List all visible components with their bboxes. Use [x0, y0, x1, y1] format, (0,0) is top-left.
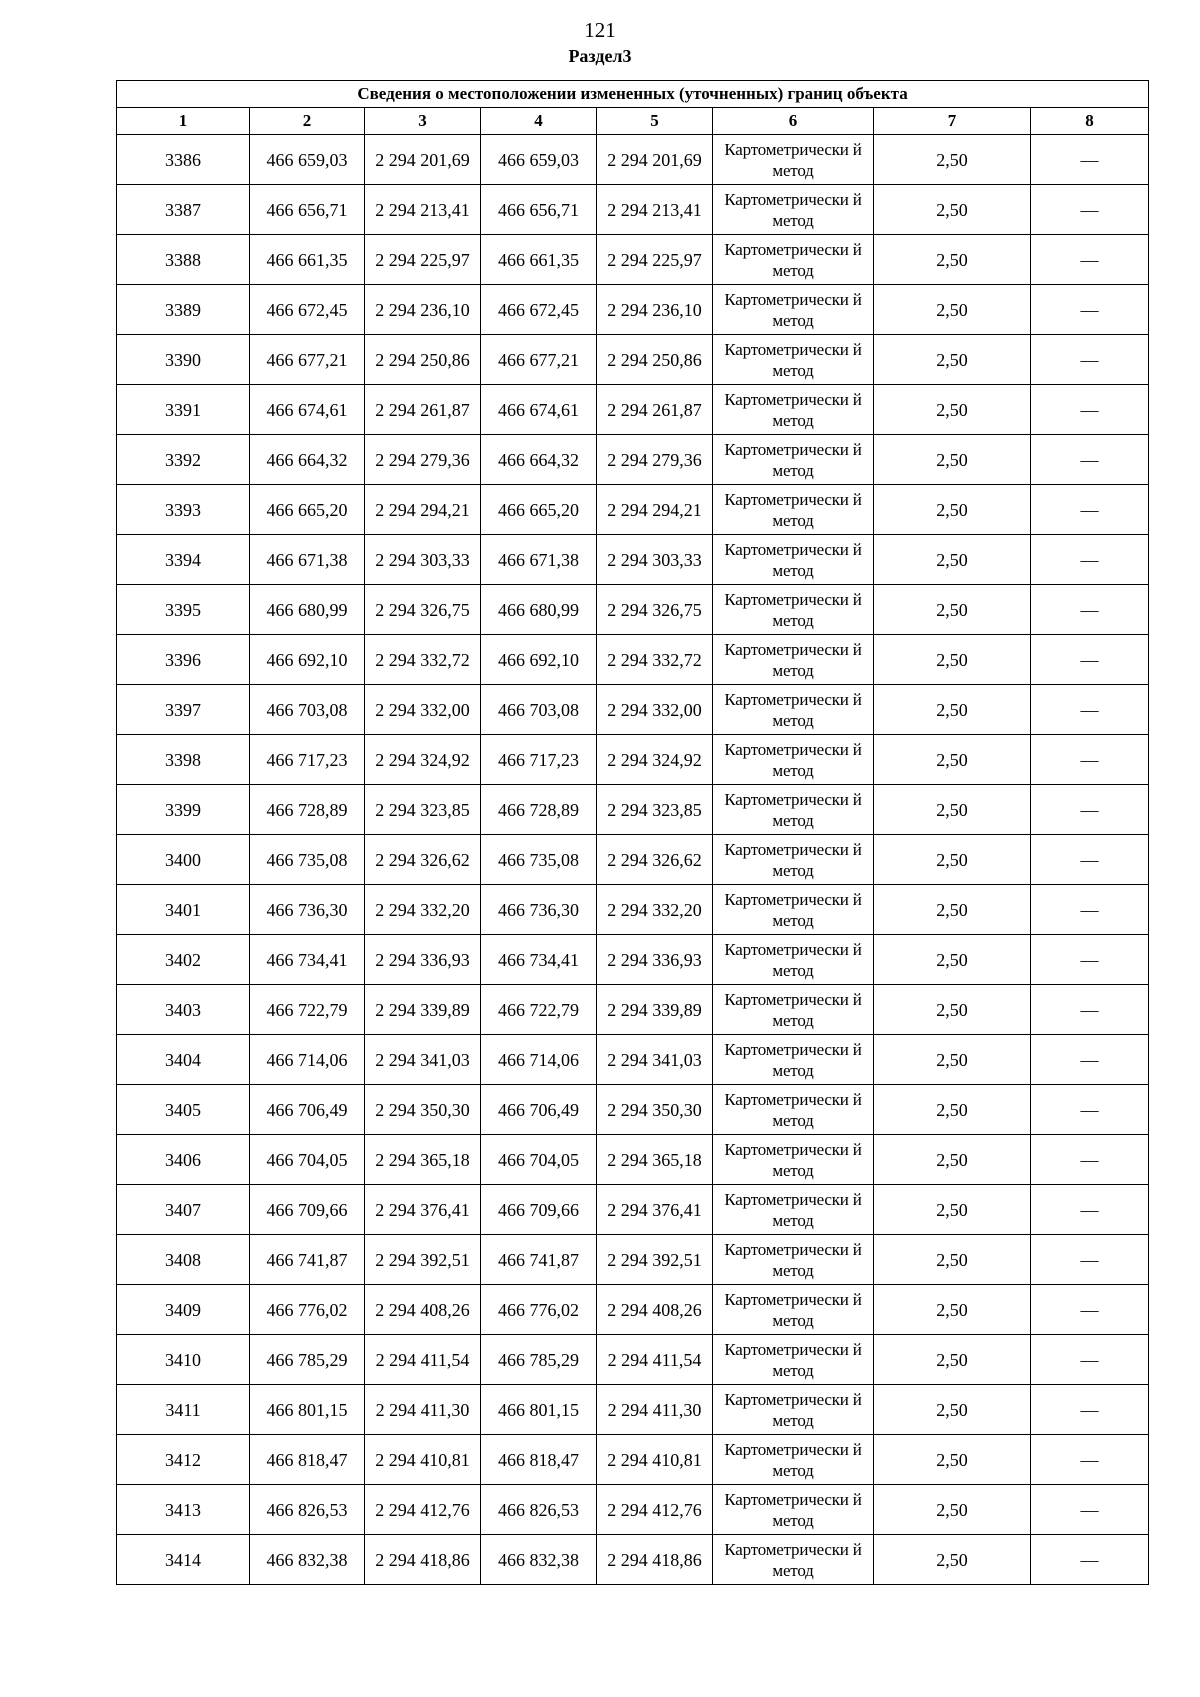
y-new-cell: 2 294 332,00	[597, 685, 713, 735]
column-number: 1	[117, 108, 250, 135]
section-title: Раздел3	[568, 46, 632, 66]
table-row	[117, 835, 1149, 885]
x-new-cell: 466 717,23	[481, 735, 597, 785]
x-new-cell: 466 736,30	[481, 885, 597, 935]
y-new-cell: 2 294 412,76	[597, 1485, 713, 1535]
method-cell: Картометрически й метод	[713, 785, 874, 835]
x-existing-cell: 466 680,99	[250, 585, 365, 635]
precision-cell: 2,50	[874, 1535, 1031, 1585]
y-new-cell: 2 294 408,26	[597, 1285, 713, 1335]
y-new-cell: 2 294 410,81	[597, 1435, 713, 1485]
y-new-cell: 2 294 365,18	[597, 1135, 713, 1185]
x-existing-cell: 466 714,06	[250, 1035, 365, 1085]
y-new-cell: 2 294 326,75	[597, 585, 713, 635]
point-number-cell: 3401	[117, 885, 250, 935]
x-new-cell: 466 785,29	[481, 1335, 597, 1385]
x-existing-cell: 466 785,29	[250, 1335, 365, 1385]
table-row	[117, 135, 1149, 185]
y-existing-cell: 2 294 303,33	[365, 535, 481, 585]
precision-cell: 2,50	[874, 1085, 1031, 1135]
method-cell: Картометрически й метод	[713, 1085, 874, 1135]
x-new-cell: 466 661,35	[481, 235, 597, 285]
precision-cell: 2,50	[874, 185, 1031, 235]
x-new-cell: 466 741,87	[481, 1235, 597, 1285]
precision-cell: 2,50	[874, 535, 1031, 585]
precision-cell: 2,50	[874, 685, 1031, 735]
x-new-cell: 466 826,53	[481, 1485, 597, 1535]
x-existing-cell: 466 703,08	[250, 685, 365, 735]
table-row	[117, 435, 1149, 485]
precision-cell: 2,50	[874, 1485, 1031, 1535]
x-new-cell: 466 818,47	[481, 1435, 597, 1485]
method-cell: Картометрически й метод	[713, 685, 874, 735]
method-cell: Картометрически й метод	[713, 285, 874, 335]
x-existing-cell: 466 818,47	[250, 1435, 365, 1485]
precision-cell: 2,50	[874, 785, 1031, 835]
precision-cell: 2,50	[874, 1235, 1031, 1285]
precision-cell: 2,50	[874, 735, 1031, 785]
method-cell: Картометрически й метод	[713, 1235, 874, 1285]
y-new-cell: 2 294 324,92	[597, 735, 713, 785]
x-existing-cell: 466 671,38	[250, 535, 365, 585]
precision-cell: 2,50	[874, 935, 1031, 985]
method-cell: Картометрически й метод	[713, 885, 874, 935]
y-existing-cell: 2 294 339,89	[365, 985, 481, 1035]
precision-cell: 2,50	[874, 1385, 1031, 1435]
table-row	[117, 1485, 1149, 1535]
method-cell: Картометрически й метод	[713, 235, 874, 285]
x-existing-cell: 466 665,20	[250, 485, 365, 535]
note-cell: —	[1031, 335, 1149, 385]
x-existing-cell: 466 692,10	[250, 635, 365, 685]
y-new-cell: 2 294 323,85	[597, 785, 713, 835]
point-number-cell: 3408	[117, 1235, 250, 1285]
y-existing-cell: 2 294 236,10	[365, 285, 481, 335]
note-cell: —	[1031, 1135, 1149, 1185]
y-existing-cell: 2 294 411,30	[365, 1385, 481, 1435]
x-existing-cell: 466 801,15	[250, 1385, 365, 1435]
note-cell: —	[1031, 1385, 1149, 1435]
note-cell: —	[1031, 385, 1149, 435]
precision-cell: 2,50	[874, 335, 1031, 385]
x-existing-cell: 466 826,53	[250, 1485, 365, 1535]
y-existing-cell: 2 294 225,97	[365, 235, 481, 285]
note-cell: —	[1031, 835, 1149, 885]
point-number-cell: 3403	[117, 985, 250, 1035]
point-number-cell: 3388	[117, 235, 250, 285]
y-new-cell: 2 294 294,21	[597, 485, 713, 535]
point-number-cell: 3394	[117, 535, 250, 585]
y-new-cell: 2 294 261,87	[597, 385, 713, 435]
method-cell: Картометрически й метод	[713, 1035, 874, 1085]
table-body	[117, 135, 1149, 1585]
method-cell: Картометрически й метод	[713, 1185, 874, 1235]
table-row	[117, 735, 1149, 785]
y-existing-cell: 2 294 250,86	[365, 335, 481, 385]
y-existing-cell: 2 294 341,03	[365, 1035, 481, 1085]
y-new-cell: 2 294 326,62	[597, 835, 713, 885]
y-existing-cell: 2 294 336,93	[365, 935, 481, 985]
note-cell: —	[1031, 1435, 1149, 1485]
table-row	[117, 635, 1149, 685]
y-existing-cell: 2 294 408,26	[365, 1285, 481, 1335]
x-existing-cell: 466 728,89	[250, 785, 365, 835]
table-row	[117, 1385, 1149, 1435]
x-new-cell: 466 664,32	[481, 435, 597, 485]
x-new-cell: 466 734,41	[481, 935, 597, 985]
note-cell: —	[1031, 1185, 1149, 1235]
x-existing-cell: 466 674,61	[250, 385, 365, 435]
x-existing-cell: 466 741,87	[250, 1235, 365, 1285]
x-new-cell: 466 735,08	[481, 835, 597, 885]
note-cell: —	[1031, 485, 1149, 535]
point-number-cell: 3404	[117, 1035, 250, 1085]
method-cell: Картометрически й метод	[713, 1285, 874, 1335]
table-row	[117, 285, 1149, 335]
table-row	[117, 935, 1149, 985]
precision-cell: 2,50	[874, 285, 1031, 335]
point-number-cell: 3405	[117, 1085, 250, 1135]
point-number-cell: 3397	[117, 685, 250, 735]
y-existing-cell: 2 294 410,81	[365, 1435, 481, 1485]
x-new-cell: 466 728,89	[481, 785, 597, 835]
table-row	[117, 1085, 1149, 1135]
column-number: 8	[1031, 108, 1149, 135]
method-cell: Картометрически й метод	[713, 985, 874, 1035]
y-existing-cell: 2 294 213,41	[365, 185, 481, 235]
y-existing-cell: 2 294 392,51	[365, 1235, 481, 1285]
y-new-cell: 2 294 303,33	[597, 535, 713, 585]
precision-cell: 2,50	[874, 1135, 1031, 1185]
table-row	[117, 1335, 1149, 1385]
x-new-cell: 466 659,03	[481, 135, 597, 185]
y-existing-cell: 2 294 350,30	[365, 1085, 481, 1135]
method-cell: Картометрически й метод	[713, 1385, 874, 1435]
note-cell: —	[1031, 235, 1149, 285]
point-number-cell: 3414	[117, 1535, 250, 1585]
precision-cell: 2,50	[874, 635, 1031, 685]
precision-cell: 2,50	[874, 1285, 1031, 1335]
method-cell: Картометрически й метод	[713, 585, 874, 635]
point-number-cell: 3409	[117, 1285, 250, 1335]
point-number-cell: 3411	[117, 1385, 250, 1435]
note-cell: —	[1031, 1085, 1149, 1135]
note-cell: —	[1031, 1485, 1149, 1535]
point-number-cell: 3392	[117, 435, 250, 485]
method-cell: Картометрически й метод	[713, 435, 874, 485]
method-cell: Картометрически й метод	[713, 935, 874, 985]
y-new-cell: 2 294 225,97	[597, 235, 713, 285]
precision-cell: 2,50	[874, 1185, 1031, 1235]
y-new-cell: 2 294 411,30	[597, 1385, 713, 1435]
table-row	[117, 535, 1149, 585]
boundary-coordinates-table	[116, 80, 1149, 1585]
x-existing-cell: 466 704,05	[250, 1135, 365, 1185]
note-cell: —	[1031, 685, 1149, 735]
x-existing-cell: 466 736,30	[250, 885, 365, 935]
table-row	[117, 685, 1149, 735]
x-new-cell: 466 672,45	[481, 285, 597, 335]
y-new-cell: 2 294 250,86	[597, 335, 713, 385]
column-number: 4	[481, 108, 597, 135]
y-new-cell: 2 294 279,36	[597, 435, 713, 485]
column-number: 5	[597, 108, 713, 135]
x-new-cell: 466 709,66	[481, 1185, 597, 1235]
y-existing-cell: 2 294 324,92	[365, 735, 481, 785]
method-cell: Картометрически й метод	[713, 185, 874, 235]
method-cell: Картометрически й метод	[713, 535, 874, 585]
point-number-cell: 3390	[117, 335, 250, 385]
column-number: 3	[365, 108, 481, 135]
point-number-cell: 3406	[117, 1135, 250, 1185]
y-new-cell: 2 294 332,72	[597, 635, 713, 685]
x-new-cell: 466 832,38	[481, 1535, 597, 1585]
point-number-cell: 3387	[117, 185, 250, 235]
table-row	[117, 1535, 1149, 1585]
point-number-cell: 3410	[117, 1335, 250, 1385]
x-existing-cell: 466 659,03	[250, 135, 365, 185]
y-existing-cell: 2 294 261,87	[365, 385, 481, 435]
table-row	[117, 235, 1149, 285]
note-cell: —	[1031, 935, 1149, 985]
y-new-cell: 2 294 350,30	[597, 1085, 713, 1135]
x-new-cell: 466 692,10	[481, 635, 597, 685]
point-number-cell: 3391	[117, 385, 250, 435]
table-row	[117, 1235, 1149, 1285]
x-existing-cell: 466 735,08	[250, 835, 365, 885]
x-existing-cell: 466 664,32	[250, 435, 365, 485]
precision-cell: 2,50	[874, 435, 1031, 485]
table-row	[117, 1435, 1149, 1485]
y-new-cell: 2 294 411,54	[597, 1335, 713, 1385]
note-cell: —	[1031, 585, 1149, 635]
table-row	[117, 785, 1149, 835]
y-existing-cell: 2 294 326,62	[365, 835, 481, 885]
note-cell: —	[1031, 535, 1149, 585]
y-new-cell: 2 294 201,69	[597, 135, 713, 185]
column-number: 6	[713, 108, 874, 135]
y-existing-cell: 2 294 418,86	[365, 1535, 481, 1585]
note-cell: —	[1031, 185, 1149, 235]
x-new-cell: 466 677,21	[481, 335, 597, 385]
y-new-cell: 2 294 213,41	[597, 185, 713, 235]
point-number-cell: 3399	[117, 785, 250, 835]
note-cell: —	[1031, 885, 1149, 935]
point-number-cell: 3398	[117, 735, 250, 785]
x-existing-cell: 466 661,35	[250, 235, 365, 285]
x-existing-cell: 466 832,38	[250, 1535, 365, 1585]
note-cell: —	[1031, 285, 1149, 335]
method-cell: Картометрически й метод	[713, 1535, 874, 1585]
note-cell: —	[1031, 135, 1149, 185]
table-row	[117, 985, 1149, 1035]
x-new-cell: 466 776,02	[481, 1285, 597, 1335]
table-caption: Сведения о местоположении измененных (уточненных) границ объекта	[117, 81, 1149, 108]
x-new-cell: 466 703,08	[481, 685, 597, 735]
y-existing-cell: 2 294 411,54	[365, 1335, 481, 1385]
precision-cell: 2,50	[874, 1335, 1031, 1385]
y-existing-cell: 2 294 412,76	[365, 1485, 481, 1535]
point-number-cell: 3400	[117, 835, 250, 885]
precision-cell: 2,50	[874, 585, 1031, 635]
note-cell: —	[1031, 1535, 1149, 1585]
method-cell: Картометрически й метод	[713, 135, 874, 185]
table-row	[117, 185, 1149, 235]
table-row	[117, 1285, 1149, 1335]
point-number-cell: 3412	[117, 1435, 250, 1485]
point-number-cell: 3389	[117, 285, 250, 335]
x-existing-cell: 466 706,49	[250, 1085, 365, 1135]
x-new-cell: 466 680,99	[481, 585, 597, 635]
y-new-cell: 2 294 392,51	[597, 1235, 713, 1285]
y-existing-cell: 2 294 332,00	[365, 685, 481, 735]
point-number-cell: 3413	[117, 1485, 250, 1535]
point-number-cell: 3407	[117, 1185, 250, 1235]
y-existing-cell: 2 294 332,20	[365, 885, 481, 935]
x-new-cell: 466 801,15	[481, 1385, 597, 1435]
y-new-cell: 2 294 341,03	[597, 1035, 713, 1085]
precision-cell: 2,50	[874, 985, 1031, 1035]
y-new-cell: 2 294 236,10	[597, 285, 713, 335]
method-cell: Картометрически й метод	[713, 635, 874, 685]
x-existing-cell: 466 776,02	[250, 1285, 365, 1335]
method-cell: Картометрически й метод	[713, 1335, 874, 1385]
note-cell: —	[1031, 785, 1149, 835]
note-cell: —	[1031, 1335, 1149, 1385]
y-existing-cell: 2 294 323,85	[365, 785, 481, 835]
y-existing-cell: 2 294 365,18	[365, 1135, 481, 1185]
table-row	[117, 1185, 1149, 1235]
table-row	[117, 885, 1149, 935]
x-new-cell: 466 706,49	[481, 1085, 597, 1135]
x-new-cell: 466 704,05	[481, 1135, 597, 1185]
table-row	[117, 385, 1149, 435]
table-row	[117, 485, 1149, 535]
table-row	[117, 335, 1149, 385]
y-new-cell: 2 294 339,89	[597, 985, 713, 1035]
y-existing-cell: 2 294 326,75	[365, 585, 481, 635]
y-existing-cell: 2 294 376,41	[365, 1185, 481, 1235]
precision-cell: 2,50	[874, 885, 1031, 935]
y-new-cell: 2 294 336,93	[597, 935, 713, 985]
x-new-cell: 466 656,71	[481, 185, 597, 235]
point-number-cell: 3393	[117, 485, 250, 535]
y-existing-cell: 2 294 332,72	[365, 635, 481, 685]
precision-cell: 2,50	[874, 485, 1031, 535]
method-cell: Картометрически й метод	[713, 385, 874, 435]
precision-cell: 2,50	[874, 1435, 1031, 1485]
method-cell: Картометрически й метод	[713, 335, 874, 385]
precision-cell: 2,50	[874, 1035, 1031, 1085]
y-existing-cell: 2 294 279,36	[365, 435, 481, 485]
point-number-cell: 3396	[117, 635, 250, 685]
y-new-cell: 2 294 332,20	[597, 885, 713, 935]
method-cell: Картометрически й метод	[713, 735, 874, 785]
y-new-cell: 2 294 376,41	[597, 1185, 713, 1235]
y-existing-cell: 2 294 201,69	[365, 135, 481, 185]
precision-cell: 2,50	[874, 135, 1031, 185]
x-new-cell: 466 665,20	[481, 485, 597, 535]
precision-cell: 2,50	[874, 385, 1031, 435]
note-cell: —	[1031, 1035, 1149, 1085]
x-new-cell: 466 674,61	[481, 385, 597, 435]
method-cell: Картометрически й метод	[713, 835, 874, 885]
x-existing-cell: 466 709,66	[250, 1185, 365, 1235]
table-row	[117, 585, 1149, 635]
note-cell: —	[1031, 635, 1149, 685]
x-existing-cell: 466 717,23	[250, 735, 365, 785]
x-new-cell: 466 671,38	[481, 535, 597, 585]
x-existing-cell: 466 677,21	[250, 335, 365, 385]
x-existing-cell: 466 734,41	[250, 935, 365, 985]
table-row	[117, 1035, 1149, 1085]
point-number-cell: 3386	[117, 135, 250, 185]
precision-cell: 2,50	[874, 235, 1031, 285]
y-new-cell: 2 294 418,86	[597, 1535, 713, 1585]
point-number-cell: 3395	[117, 585, 250, 635]
y-existing-cell: 2 294 294,21	[365, 485, 481, 535]
point-number-cell: 3402	[117, 935, 250, 985]
method-cell: Картометрически й метод	[713, 1435, 874, 1485]
method-cell: Картометрически й метод	[713, 1485, 874, 1535]
x-existing-cell: 466 672,45	[250, 285, 365, 335]
table-row	[117, 1135, 1149, 1185]
column-number-row	[117, 108, 1149, 135]
note-cell: —	[1031, 1235, 1149, 1285]
x-existing-cell: 466 722,79	[250, 985, 365, 1035]
note-cell: —	[1031, 985, 1149, 1035]
note-cell: —	[1031, 435, 1149, 485]
page-number: 121	[584, 18, 616, 42]
x-new-cell: 466 722,79	[481, 985, 597, 1035]
column-number: 7	[874, 108, 1031, 135]
method-cell: Картометрически й метод	[713, 485, 874, 535]
x-existing-cell: 466 656,71	[250, 185, 365, 235]
x-new-cell: 466 714,06	[481, 1035, 597, 1085]
method-cell: Картометрически й метод	[713, 1135, 874, 1185]
precision-cell: 2,50	[874, 835, 1031, 885]
note-cell: —	[1031, 1285, 1149, 1335]
note-cell: —	[1031, 735, 1149, 785]
column-number: 2	[250, 108, 365, 135]
